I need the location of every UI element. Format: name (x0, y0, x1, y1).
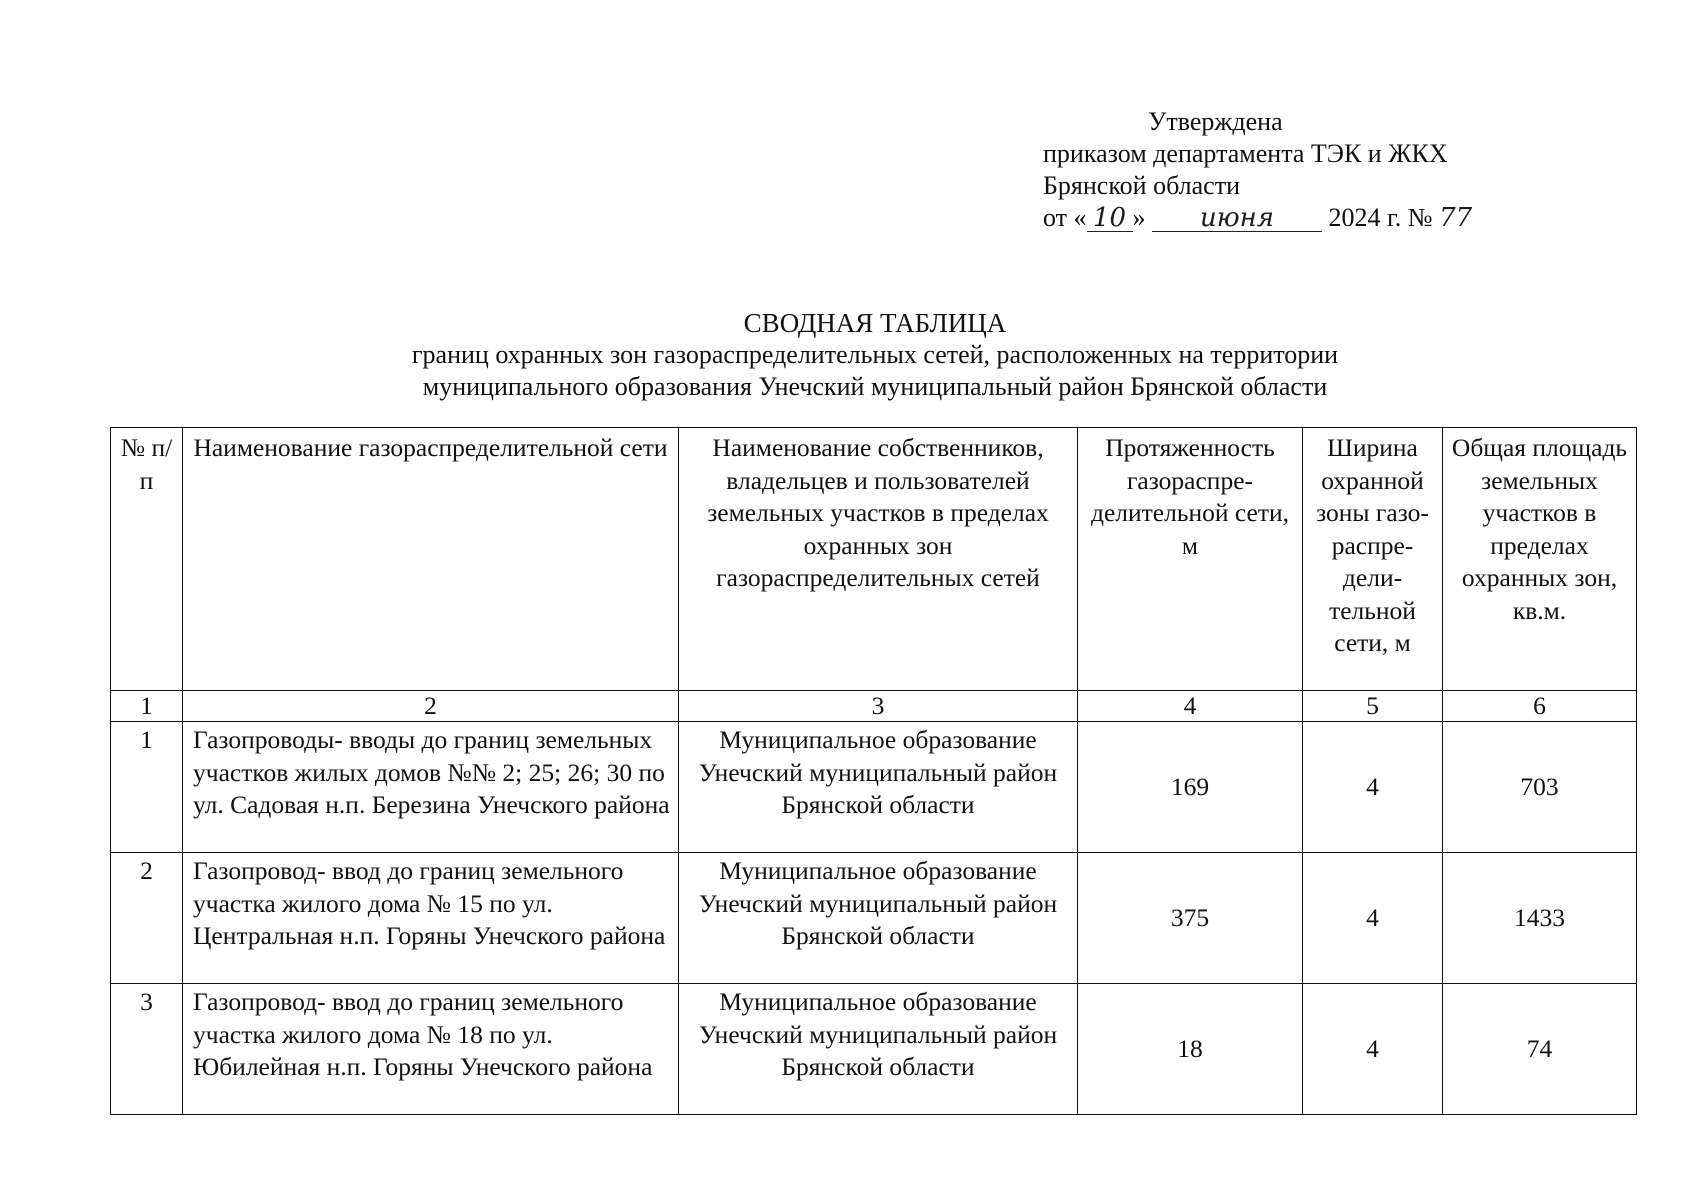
column-number: 1 (111, 691, 183, 722)
column-numbers-row (111, 691, 1637, 722)
row-number: 1 (111, 722, 183, 853)
header-number: № п/п (111, 428, 183, 691)
header-owners: Наименование собственников, владельцев и пользователей земельных участков в пределах охранных зон газораспределительных сетей (679, 428, 1078, 691)
row-number: 3 (111, 984, 183, 1115)
row-number: 2 (111, 853, 183, 984)
document-subtitle-1: границ охранных зон газораспределительных сетей, расположенных на территории (411, 340, 1339, 369)
header-total-area: Общая площадь земельных участков в пределах охранных зон, кв.м. (1443, 428, 1637, 691)
zone-width: 4 (1303, 853, 1443, 984)
approval-title: Утверждена (1148, 107, 1283, 136)
date-mid: » (1132, 203, 1146, 232)
total-area: 703 (1443, 722, 1637, 853)
approval-line-1: приказом департамента ТЭК и ЖКХ (1043, 139, 1448, 168)
zone-width: 4 (1303, 984, 1443, 1115)
total-area: 1433 (1443, 853, 1637, 984)
column-number: 5 (1303, 691, 1443, 722)
date-month-handwritten: июня (1152, 205, 1322, 232)
order-number-handwritten: 77 (1439, 203, 1473, 233)
owner: Муниципальное образование Унечский муниципальный район Брянской области (679, 984, 1078, 1115)
header-zone-width: Ширина охранной зоны газо-распре-дели-тельной сети, м (1303, 428, 1443, 691)
document-title: СВОДНАЯ ТАБЛИЦА (743, 308, 1007, 338)
date-prefix: от « (1043, 203, 1087, 232)
table-row (111, 984, 1637, 1115)
document-heading (0, 307, 1691, 403)
table-row (111, 722, 1637, 853)
table-row (111, 853, 1637, 984)
table-header-row (111, 428, 1637, 691)
approval-date-line (1043, 202, 1499, 234)
network-name: Газопровод- ввод до границ земельного участка жилого дома № 15 по ул. Центральная н.п. Горяны Унечского района (183, 853, 679, 984)
network-length: 375 (1078, 853, 1303, 984)
column-number: 2 (183, 691, 679, 722)
owner: Муниципальное образование Унечский муниципальный район Брянской области (679, 722, 1078, 853)
approval-block (1043, 106, 1499, 234)
zone-width: 4 (1303, 722, 1443, 853)
network-name: Газопроводы- вводы до границ земельных участков жилых домов №№ 2; 25; 26; 30 по ул. Садовая н.п. Березина Унечского района (183, 722, 679, 853)
approval-line-2: Брянской области (1043, 171, 1240, 200)
header-length: Протяженность газораспре-делительной сети, м (1078, 428, 1303, 691)
network-length: 18 (1078, 984, 1303, 1115)
header-network-name: Наименование газораспределительной сети (183, 428, 679, 691)
number-sign: № (1407, 203, 1433, 232)
column-number: 3 (679, 691, 1078, 722)
date-day-handwritten: 10 (1087, 205, 1133, 232)
summary-table (110, 427, 1637, 1115)
column-number: 4 (1078, 691, 1303, 722)
total-area: 74 (1443, 984, 1637, 1115)
network-length: 169 (1078, 722, 1303, 853)
date-year: 2024 г. (1328, 203, 1402, 232)
column-number: 6 (1443, 691, 1637, 722)
owner: Муниципальное образование Унечский муниципальный район Брянской области (679, 853, 1078, 984)
document-subtitle-2: муниципального образования Унечский муниципальный район Брянской области (422, 372, 1328, 401)
network-name: Газопровод- ввод до границ земельного участка жилого дома № 18 по ул. Юбилейная н.п. Горяны Унечского района (183, 984, 679, 1115)
